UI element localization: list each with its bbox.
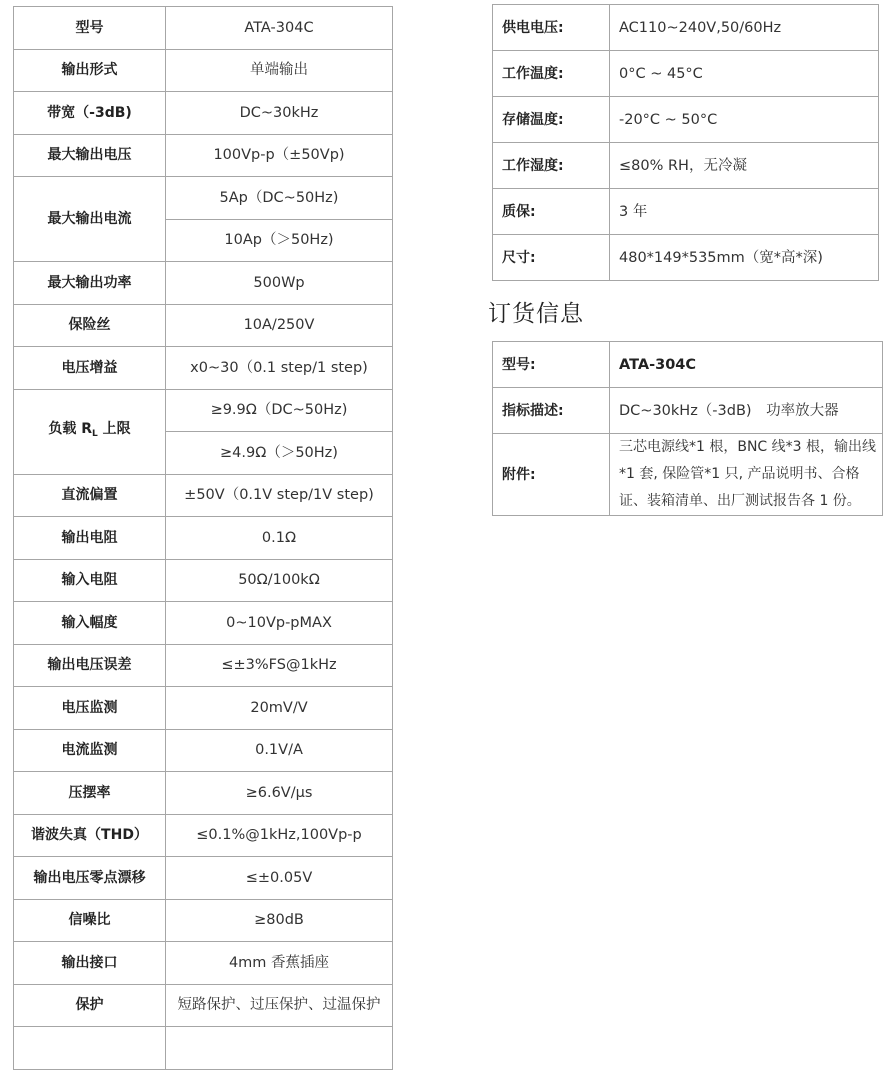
spec-label-empty: [14, 1027, 166, 1070]
table-row: [14, 49, 393, 92]
spec-value-output-resistance: 0.1Ω: [166, 517, 393, 560]
spec-value-input-amplitude: 0~10Vp-pMAX: [166, 602, 393, 645]
order-info-heading: 订货信息: [488, 301, 584, 327]
order-label-accessories: 附件:: [493, 434, 610, 516]
load-label-prefix: 负载 R: [48, 421, 93, 437]
spec-value-protection: 短路保护、过压保护、过温保护: [166, 984, 393, 1027]
table-row: [493, 5, 879, 51]
table-row: [493, 189, 879, 235]
spec-label-input-amplitude: 输入幅度: [14, 602, 166, 645]
table-row: [14, 177, 393, 220]
spec-value-max-current-high: 10Ap（＞50Hz): [166, 219, 393, 262]
table-row: [493, 143, 879, 189]
order-label-model: 型号:: [493, 342, 610, 388]
spec-value-slew-rate: ≥6.6V/μs: [166, 772, 393, 815]
table-row: [14, 304, 393, 347]
spec-value-max-power: 500Wp: [166, 262, 393, 305]
spec-value-snr: ≥80dB: [166, 899, 393, 942]
spec-label-max-current: 最大输出电流: [14, 177, 166, 262]
environment-table: [492, 4, 879, 281]
spec-value-model: ATA-304C: [166, 7, 393, 50]
order-value-description: DC~30kHz（-3dB) 功率放大器: [610, 388, 883, 434]
table-row: [493, 97, 879, 143]
table-row: [14, 857, 393, 900]
spec-label-voltage-monitor: 电压监测: [14, 687, 166, 730]
table-row: [493, 434, 883, 516]
table-row: [14, 92, 393, 135]
spec-value-input-resistance: 50Ω/100kΩ: [166, 559, 393, 602]
table-row: [14, 1027, 393, 1070]
spec-value-current-monitor: 0.1V/A: [166, 729, 393, 772]
spec-label-zero-drift: 输出电压零点漂移: [14, 857, 166, 900]
spec-label-current-monitor: 电流监测: [14, 729, 166, 772]
table-row: [493, 342, 883, 388]
spec-value-dc-offset: ±50V（0.1V step/1V step): [166, 474, 393, 517]
order-value-accessories: 三芯电源线*1 根，BNC 线*3 根，输出线*1 套, 保险管*1 只, 产品说明书、合格证、装箱清单、出厂测试报告各 1 份。: [610, 434, 883, 516]
spec-label-protection: 保护: [14, 984, 166, 1027]
table-row: [14, 984, 393, 1027]
order-label-description: 指标描述:: [493, 388, 610, 434]
spec-value-output-interface: 4mm 香蕉插座: [166, 942, 393, 985]
load-label-suffix: 上限: [97, 421, 131, 437]
spec-value-empty: [166, 1027, 393, 1070]
table-row: [14, 262, 393, 305]
spec-value-bandwidth: DC~30kHz: [166, 92, 393, 135]
spec-value-output-voltage-error: ≤±3%FS@1kHz: [166, 644, 393, 687]
spec-label-output-form: 输出形式: [14, 49, 166, 92]
env-value-dimensions: 480*149*535mm（宽*高*深): [610, 235, 879, 281]
table-row: [493, 51, 879, 97]
table-row: [14, 517, 393, 560]
table-row: [493, 388, 883, 434]
env-label-operating-temp: 工作温度:: [493, 51, 610, 97]
spec-label-snr: 信噪比: [14, 899, 166, 942]
spec-label-output-voltage-error: 输出电压误差: [14, 644, 166, 687]
order-info-table: [492, 341, 883, 516]
env-value-operating-humidity: ≤80% RH，无冷凝: [610, 143, 879, 189]
env-value-operating-temp: 0°C ~ 45°C: [610, 51, 879, 97]
spec-value-max-current-low: 5Ap（DC~50Hz): [166, 177, 393, 220]
table-row: [14, 772, 393, 815]
load-label-subscript: L: [92, 429, 98, 439]
spec-value-thd: ≤0.1%@1kHz,100Vp-p: [166, 814, 393, 857]
table-row: [14, 729, 393, 772]
table-row: [14, 347, 393, 390]
spec-label-load-limit: [14, 389, 166, 474]
spec-value-fuse: 10A/250V: [166, 304, 393, 347]
spec-value-max-voltage: 100Vp-p（±50Vp): [166, 134, 393, 177]
table-row: [14, 602, 393, 645]
env-label-dimensions: 尺寸:: [493, 235, 610, 281]
env-label-storage-temp: 存储温度:: [493, 97, 610, 143]
spec-value-load-high: ≥4.9Ω（＞50Hz): [166, 432, 393, 475]
order-value-model: ATA-304C: [610, 342, 883, 388]
table-row: [14, 559, 393, 602]
spec-value-zero-drift: ≤±0.05V: [166, 857, 393, 900]
spec-label-dc-offset: 直流偏置: [14, 474, 166, 517]
env-label-operating-humidity: 工作湿度:: [493, 143, 610, 189]
table-row: [493, 235, 879, 281]
table-row: [14, 899, 393, 942]
env-value-supply-voltage: AC110~240V,50/60Hz: [610, 5, 879, 51]
spec-label-output-interface: 输出接口: [14, 942, 166, 985]
spec-value-voltage-gain: x0~30（0.1 step/1 step): [166, 347, 393, 390]
spec-value-output-form: 单端输出: [166, 49, 393, 92]
env-value-storage-temp: -20°C ~ 50°C: [610, 97, 879, 143]
table-row: [14, 389, 393, 432]
table-row: [14, 687, 393, 730]
spec-label-voltage-gain: 电压增益: [14, 347, 166, 390]
spec-label-slew-rate: 压摆率: [14, 772, 166, 815]
table-row: [14, 134, 393, 177]
spec-value-load-low: ≥9.9Ω（DC~50Hz): [166, 389, 393, 432]
spec-label-thd: 谐波失真（THD）: [14, 814, 166, 857]
table-row: [14, 474, 393, 517]
table-row: [14, 942, 393, 985]
spec-label-model: 型号: [14, 7, 166, 50]
table-row: [14, 814, 393, 857]
spec-value-voltage-monitor: 20mV/V: [166, 687, 393, 730]
env-value-warranty: 3 年: [610, 189, 879, 235]
spec-label-max-power: 最大输出功率: [14, 262, 166, 305]
spec-label-input-resistance: 输入电阻: [14, 559, 166, 602]
table-row: [14, 7, 393, 50]
spec-label-max-voltage: 最大输出电压: [14, 134, 166, 177]
spec-table: [13, 6, 393, 1070]
spec-label-fuse: 保险丝: [14, 304, 166, 347]
spec-label-output-resistance: 输出电阻: [14, 517, 166, 560]
env-label-supply-voltage: 供电电压:: [493, 5, 610, 51]
spec-label-bandwidth: 带宽（-3dB): [14, 92, 166, 135]
env-label-warranty: 质保:: [493, 189, 610, 235]
table-row: [14, 644, 393, 687]
